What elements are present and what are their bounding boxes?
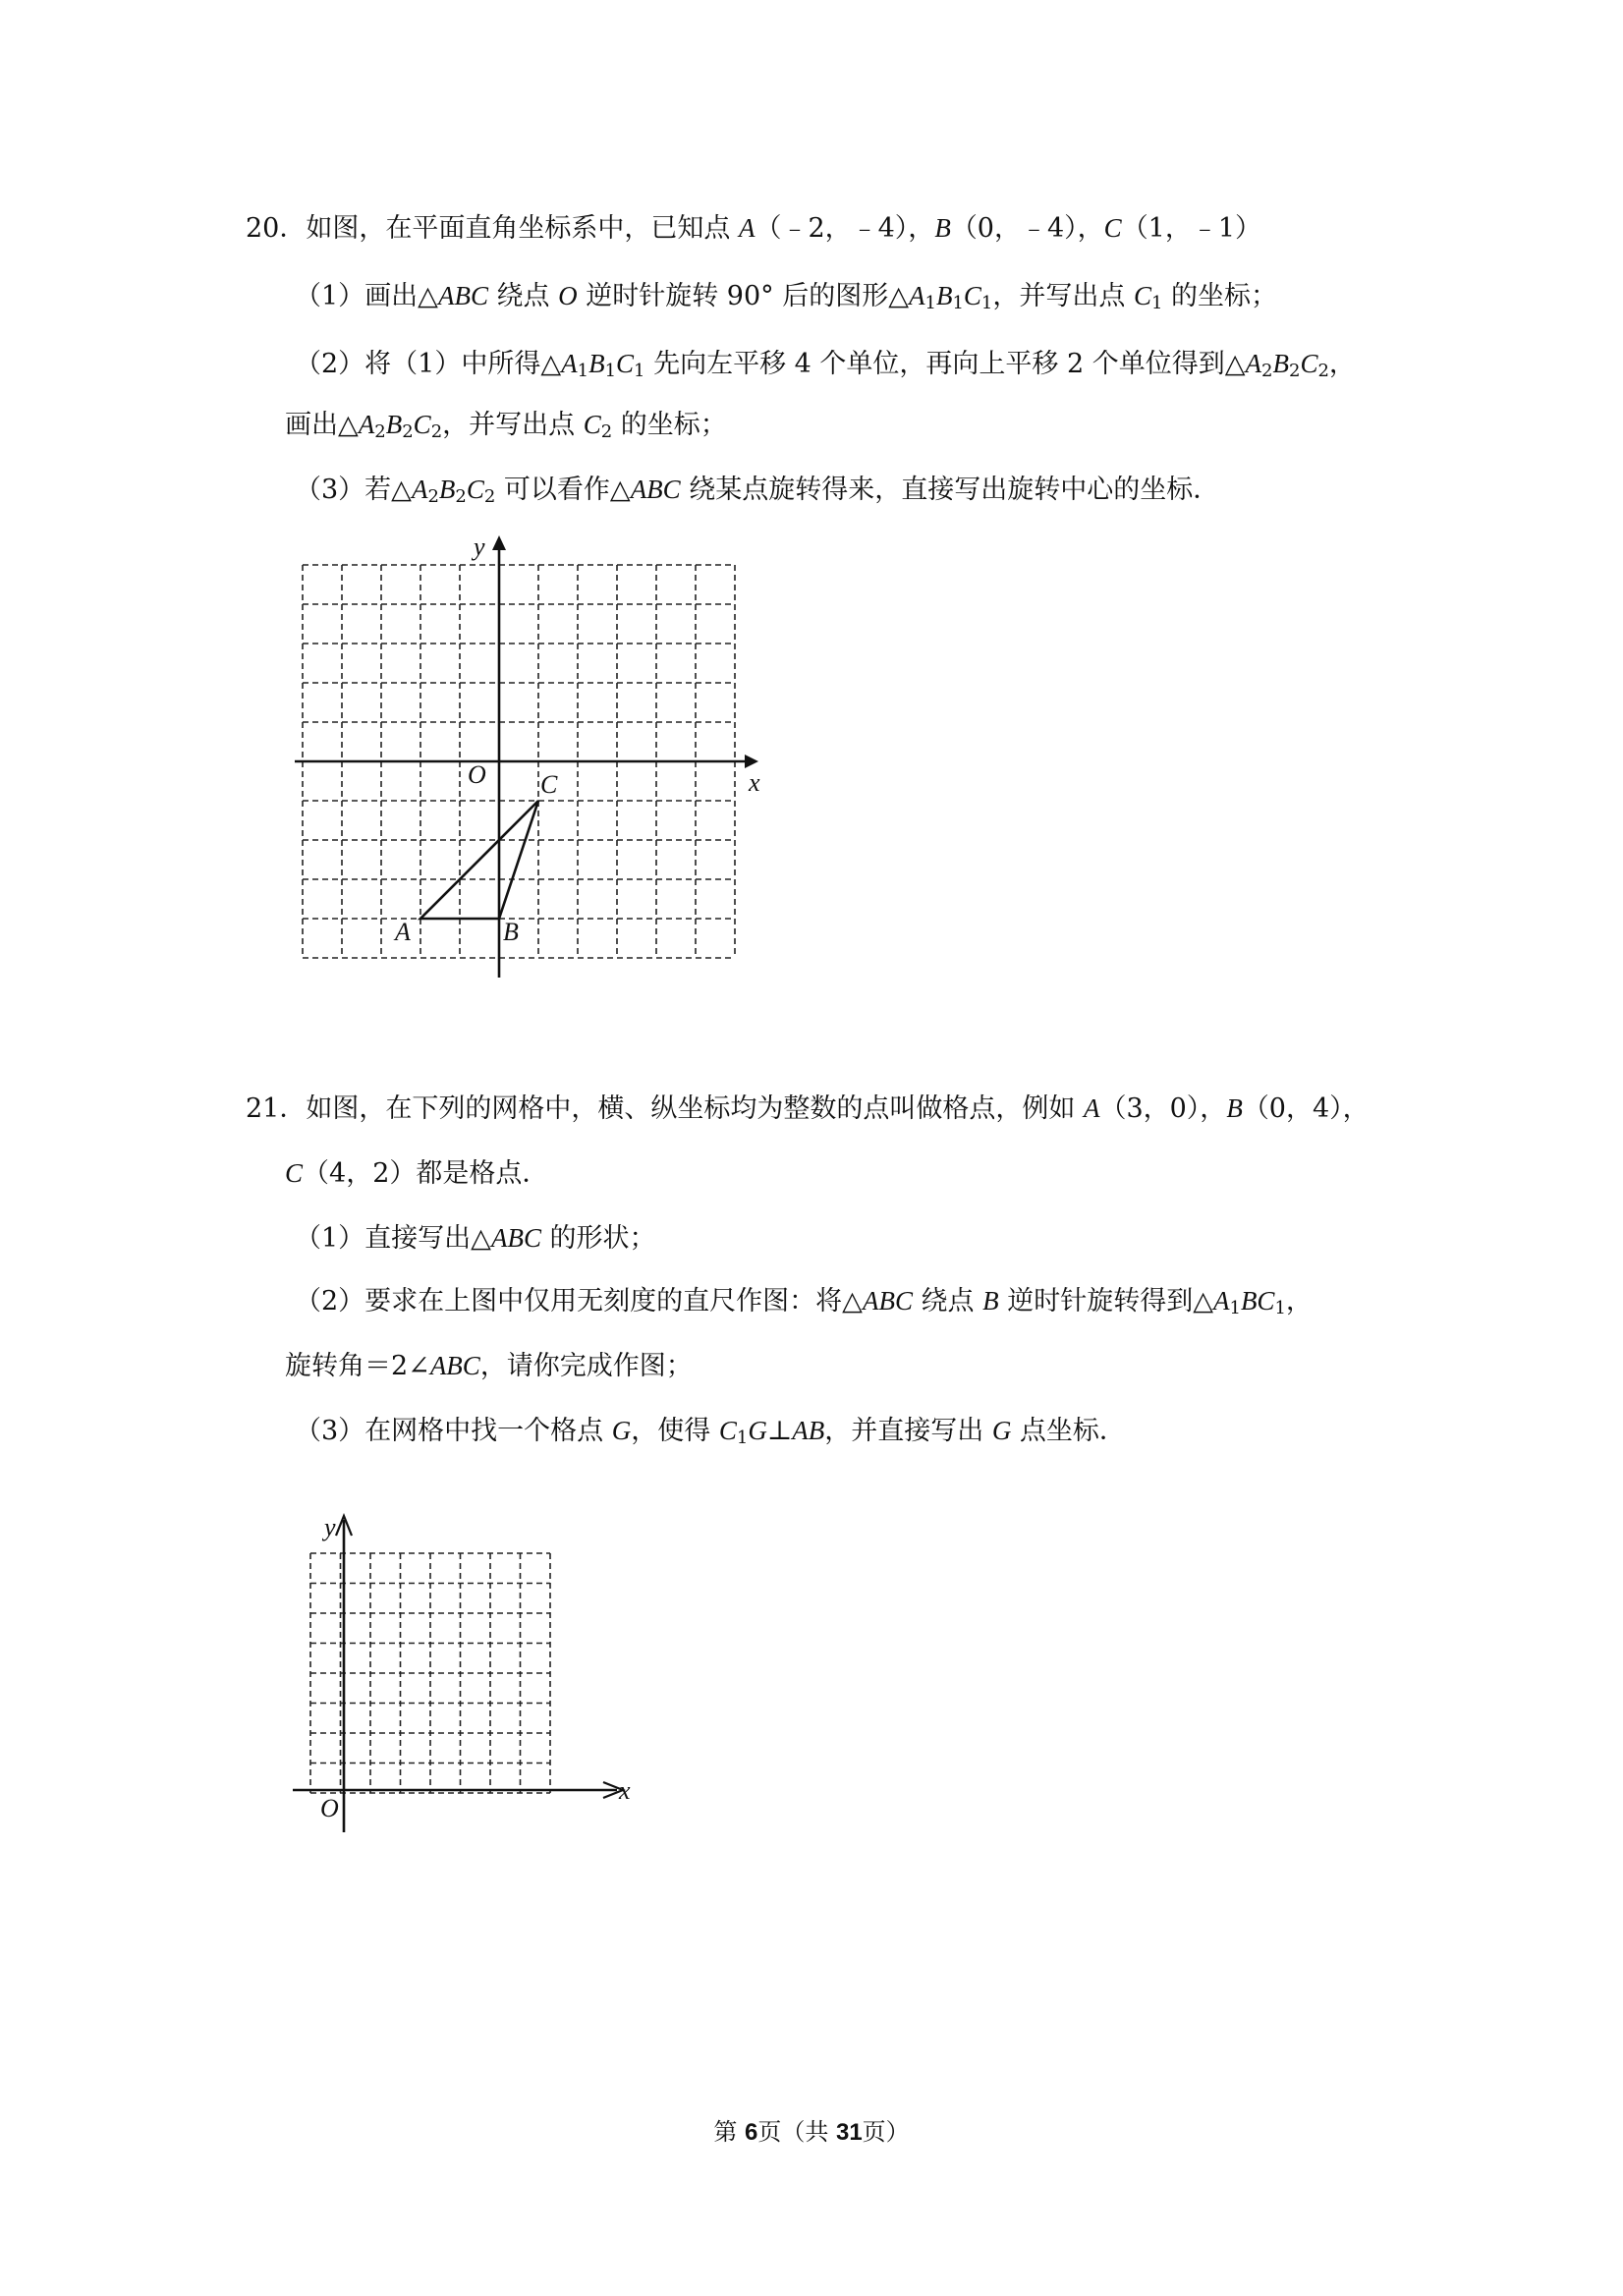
q21-part2-line2: 旋转角＝2∠ABC，请你完成作图； [285,1351,693,1381]
q20-y-label: y [474,532,485,561]
q20-label-a: A [395,918,411,946]
q21-grid [310,1553,550,1793]
page-footer: 第 6页（共 31页） [713,2118,910,2146]
q20-part1: （1）画出△ABC 绕点 O 逆时针旋转 90° 后的图形$\triangle A_1B_1C_1$，并写出点 $C_1$ 的坐标； [295,281,1278,313]
q20-label-c: C [540,770,558,799]
q21-x-label: x [619,1776,631,1805]
q20-label-b: B [503,918,519,946]
q21-part3: （3）在网格中找一个格点 G，使得 $C_1G\perp AB$，并直接写出 G 点坐标． [295,1416,1126,1448]
q20-x-arrow [745,755,758,768]
q21-coordinate-figure [285,1508,648,1842]
q20-part2: （2）将（1）中所得$\triangle A_1B_1C_1$ 先向左平移 4 个单位，再向上平移 2 个单位得到$\triangle A_2B_2C_2$， [295,349,1356,381]
q20-stem: 20．如图，在平面直角坐标系中，已知点 A（﹣2，﹣4），B（0，﹣4），C（1，﹣1） [246,213,1262,244]
q20-part2-line2: 画出$\triangle A_2B_2C_2$，并写出点 $C_2$ 的坐标； [285,410,727,442]
q21-stem-line2: C（4，2）都是格点． [285,1158,549,1189]
q20-coordinate-figure [285,526,776,987]
q20-part3: （3）若$\triangle A_2B_2C_2$ 可以看作△ABC 绕某点旋转得来，直接写出旋转中心的坐标． [295,475,1220,507]
q21-y-label: y [324,1513,336,1541]
q21-stem: 21．如图，在下列的网格中，横、纵坐标均为整数的点叫做格点，例如 A（3，0），B（0，4）， [246,1093,1370,1124]
q20-triangle-abc [420,801,538,919]
q21-part2: （2）要求在上图中仅用无刻度的直尺作图：将△ABC 绕点 B 逆时针旋转得到$\triangle A_1BC_1$， [295,1286,1313,1318]
q20-origin-label: O [468,760,486,789]
q20-x-label: x [749,768,760,797]
q21-part1: （1）直接写出△ABC 的形状； [295,1223,656,1254]
q20-y-arrow [492,535,506,550]
q21-origin-label: O [320,1794,339,1822]
